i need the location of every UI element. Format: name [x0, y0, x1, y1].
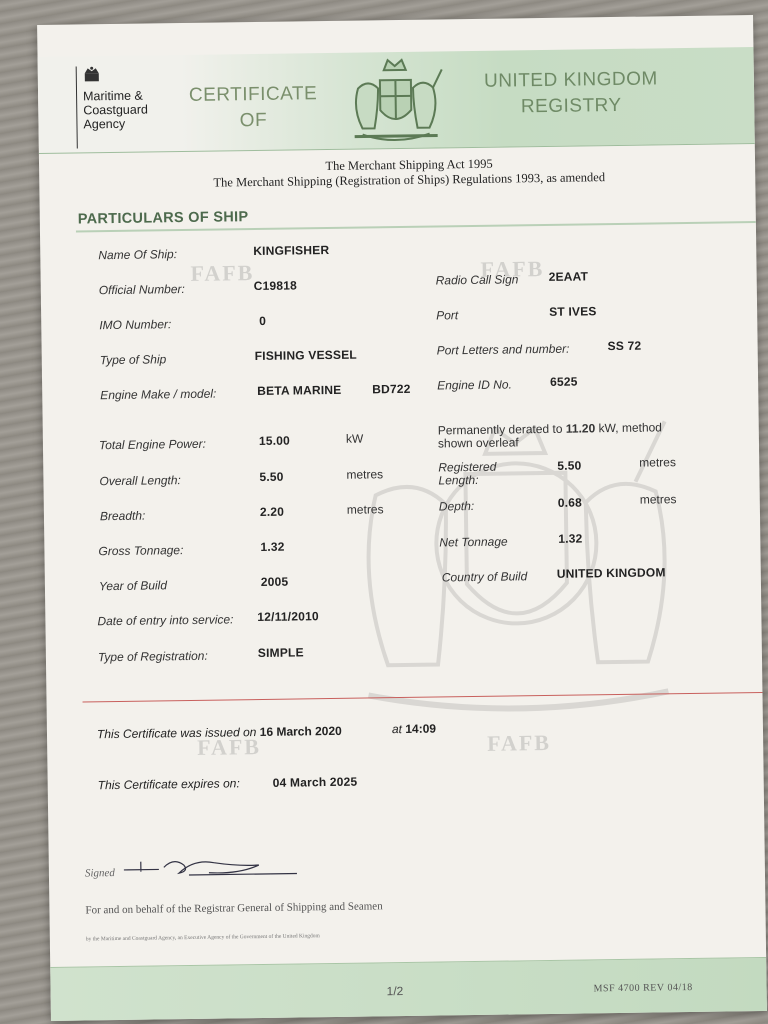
date-of-entry-value: 12/11/2010	[257, 609, 319, 625]
year-of-build-label: Year of Build	[98, 578, 168, 594]
derated-text: Permanently derated to	[437, 421, 563, 438]
expires-date: 04 March 2025	[272, 774, 358, 790]
mca-crest-icon	[83, 66, 101, 82]
overall-length-value: 5.50	[259, 469, 284, 484]
registered-length-value: 5.50	[557, 458, 582, 473]
breadth-label: Breadth:	[99, 508, 146, 524]
watermark-4: FAFB	[486, 729, 552, 756]
year-of-build-value: 2005	[260, 574, 289, 589]
uk-registry-title: UNITED KINGDOM REGISTRY	[483, 68, 658, 118]
legislation-text	[149, 154, 669, 191]
radio-call-sign-label: Radio Call Sign	[435, 272, 519, 288]
certificate-document	[37, 15, 767, 1021]
imo-number-label: IMO Number:	[99, 317, 172, 333]
derated-rest: kW, method shown overleaf	[437, 420, 663, 451]
date-of-entry-label: Date of entry into service:	[97, 612, 234, 629]
gross-tonnage-label: Gross Tonnage:	[98, 543, 184, 559]
issued-time: 14:09	[405, 721, 437, 736]
name-of-ship-label: Name Of Ship:	[98, 247, 178, 263]
engine-power-unit: kW	[345, 431, 364, 446]
section-title: PARTICULARS OF SHIP	[77, 209, 249, 228]
registered-length-label: Registered Length:	[438, 459, 497, 488]
net-tonnage-value: 1.32	[558, 531, 583, 546]
breadth-unit: metres	[346, 502, 384, 517]
page-number: 1/2	[386, 984, 404, 999]
agency-name: Maritime & Coastguard Agency	[82, 88, 148, 132]
engine-make-label: Engine Make / model:	[100, 386, 217, 403]
radio-call-sign-value: 2EAAT	[548, 269, 589, 284]
signature-image	[119, 851, 299, 882]
certificate-of-title: CERTIFICATE OF	[188, 83, 318, 132]
watermark-3: FAFB	[197, 733, 262, 760]
depth-value: 0.68	[557, 495, 583, 510]
type-of-ship-value: FISHING VESSEL	[254, 347, 357, 364]
royal-coat-of-arms-icon	[337, 47, 453, 149]
watermark-1: FAFB	[190, 260, 255, 286]
act-line-1: The Merchant Shipping Act 1995	[325, 156, 493, 174]
official-number-value: C19818	[253, 278, 298, 294]
type-of-registration-value: SIMPLE	[257, 645, 304, 661]
registrar-behalf-text: For and on behalf of the Registrar General of Shipping and Seamen	[85, 900, 383, 917]
issued-line	[97, 724, 342, 741]
overall-length-unit: metres	[346, 467, 384, 482]
depth-label: Depth:	[438, 498, 475, 514]
derated-value: 11.20	[565, 421, 596, 436]
breadth-value: 2.20	[259, 504, 285, 519]
issued-date: 16 March 2020	[259, 723, 342, 740]
at-text: at	[391, 722, 403, 737]
form-number: MSF 4700 REV 04/18	[593, 981, 693, 995]
agency-fine-print: by the Maritime and Coastguard Agency, an Executive Agency of the Government of the United Kingdom	[85, 933, 320, 943]
port-letters-value: SS 72	[607, 338, 642, 354]
engine-power-value: 15.00	[258, 433, 291, 448]
engine-power-label: Total Engine Power:	[98, 436, 207, 453]
engine-make-value: BETA MARINE	[257, 382, 342, 399]
engine-id-value: 6525	[550, 374, 578, 389]
port-value: ST IVES	[549, 304, 597, 319]
depth-unit: metres	[639, 492, 677, 507]
imo-number-value: 0	[259, 313, 267, 328]
watermark-2: FAFB	[480, 255, 545, 282]
expires-text: This Certificate expires on:	[97, 776, 240, 793]
engine-id-label: Engine ID No.	[437, 377, 512, 393]
issued-time-line	[392, 722, 436, 737]
engine-model-value: BD722	[372, 381, 411, 397]
gross-tonnage-value: 1.32	[260, 539, 285, 554]
country-of-build-value: UNITED KINGDOM	[556, 565, 666, 581]
official-number-label: Official Number:	[98, 282, 185, 298]
type-of-ship-label: Type of Ship	[99, 352, 167, 368]
port-label: Port	[436, 308, 459, 323]
mca-logo	[76, 65, 184, 148]
type-of-registration-label: Type of Registration:	[97, 648, 208, 665]
issued-text: This Certificate was issued on	[96, 725, 257, 742]
derated-note	[438, 421, 700, 451]
port-letters-label: Port Letters and number:	[436, 341, 570, 358]
signed-label: Signed	[84, 867, 115, 880]
country-of-build-label: Country of Build	[441, 569, 528, 585]
net-tonnage-label: Net Tonnage	[439, 534, 508, 550]
registered-length-unit: metres	[639, 455, 677, 470]
name-of-ship-value: KINGFISHER	[253, 242, 330, 259]
act-line-2: The Merchant Shipping (Registration of Ships) Regulations 1993, as amended	[213, 170, 606, 190]
overall-length-label: Overall Length:	[99, 473, 181, 489]
